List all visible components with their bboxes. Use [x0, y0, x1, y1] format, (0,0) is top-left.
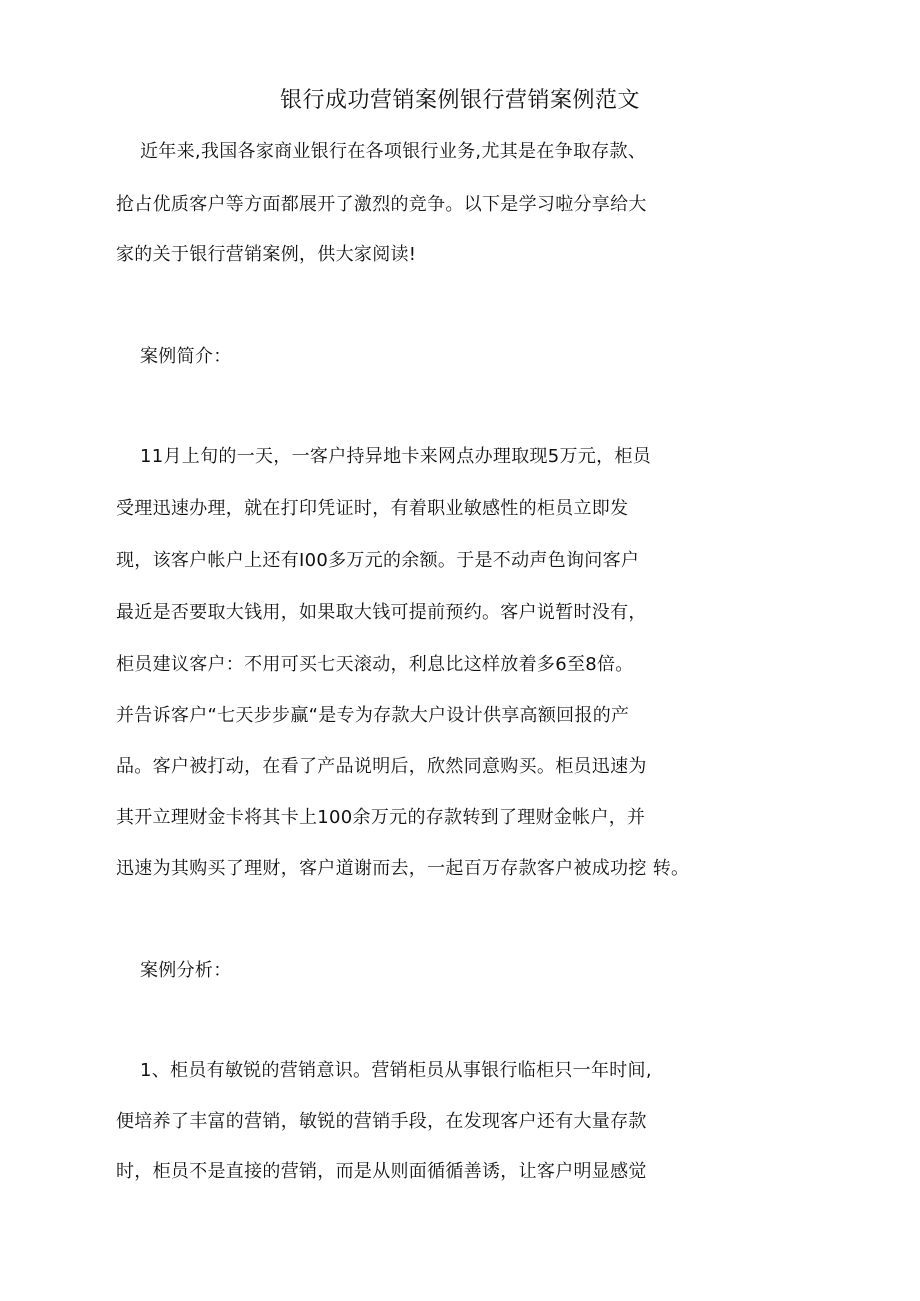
- intro-line: 家的关于银行营销案例，供大家阅读!: [116, 244, 417, 265]
- case-intro-line: 最近是否要取大钱用，如果取大钱可提前预约。客户说暂时没有，: [116, 602, 647, 623]
- case-intro-line: 品。客户被打动，在看了产品说明后，欣然同意购买。柜员迅速为: [116, 756, 647, 777]
- analysis-line: 便培养了丰富的营销，敏锐的营销手段，在发现客户还有大量存款: [116, 1111, 647, 1132]
- case-intro-line: 其开立理财金卡将其卡上100余万元的存款转到了理财金帐户，并: [116, 807, 646, 828]
- analysis-line: 时，柜员不是直接的营销，而是从则面循循善诱，让客户明显感觉: [116, 1161, 647, 1182]
- section-heading-case-analysis: 案例分析：: [140, 960, 232, 981]
- intro-line: 抢占优质客户等方面都展开了激烈的竞争。以下是学习啦分享给大: [116, 194, 647, 215]
- case-intro-line: 迅速为其购买了理财，客户道谢而去，一起百万存款客户被成功挖 转。: [116, 858, 690, 879]
- analysis-line: 1、柜员有敏锐的营销意识。营销柜员从事银行临柜只一年时间,: [140, 1060, 652, 1081]
- section-heading-case-intro: 案例简介：: [140, 346, 232, 367]
- case-intro-line: 受理迅速办理，就在打印凭证时，有着职业敏感性的柜员立即发: [116, 498, 629, 519]
- intro-line: 近年来,我国各家商业银行在各项银行业务,尤其是在争取存款、: [140, 141, 647, 162]
- case-intro-line: 并告诉客户“七天步步赢“是专为存款大户设计供享高额回报的产: [116, 705, 630, 726]
- case-intro-line: 柜员建议客户：不用可买七天滚动，利息比这样放着多6至8倍。: [116, 654, 634, 675]
- document-title: 银行成功营销案例银行营销案例范文: [279, 88, 640, 113]
- case-intro-line: 现，该客户帐户上还有I00多万元的余额。于是不动声色询问客户: [116, 550, 640, 571]
- case-intro-line: 11月上旬的一天，一客户持异地卡来网点办理取现5万元，柜员: [140, 446, 652, 467]
